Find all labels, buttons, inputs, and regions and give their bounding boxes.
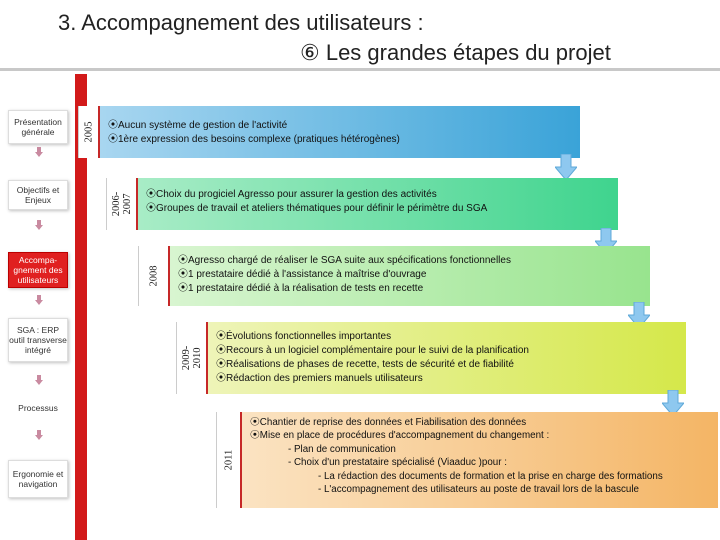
stage-line: ⦿Aucun système de gestion de l'activité [108,120,288,131]
year-label-2008: 2008 [138,246,170,306]
year-label-2005: 2005 [78,106,100,158]
arrow-down-icon [35,295,43,305]
slide-title [0,0,720,74]
sidebar-item-label: Ergonomie et navigation [12,469,64,489]
title-divider [0,68,720,71]
year-label-2009-2010: 2009- 2010 [176,322,208,394]
stage-line: ⦿Rédaction des premiers manuels utilisateurs [216,373,423,384]
stage-line: ⦿1 prestataire dédié à l'assistance à maîtrise d'ouvrage [178,269,427,280]
year-label-2006-2007: 2006- 2007 [106,178,138,230]
stage-line: ⦿1 prestataire dédié à la réalisation de tests en recette [178,283,424,294]
arrow-down-icon [35,375,43,385]
stage-line: - L'accompagnement des utilisateurs au poste de travail lors de la bascule [318,484,639,496]
stage-band-2005 [100,106,580,158]
stage-line: ⦿Choix du progiciel Agresso pour assurer la gestion des activités [146,189,437,200]
stage-line: ⦿Chantier de reprise des données et Fiabilisation des données [250,417,527,428]
sidebar-item-presentation[interactable] [8,110,68,144]
title-line-1: 3. Accompagnement des utilisateurs : [58,10,424,35]
arrow-down-icon [35,147,43,157]
sidebar-item-label: Objectifs et Enjeux [16,185,60,205]
stage-band-2011 [242,412,718,508]
arrow-down-icon [35,220,43,230]
arrow-down-icon [555,154,577,180]
stage-line: ⦿Mise en place de procédures d'accompagnement du changement : [250,430,550,442]
stage-line: ⦿Groupes de travail et ateliers thématiques pour définir le périmètre du SGA [146,203,488,214]
sidebar-item-objectifs[interactable] [8,180,68,210]
sidebar-item-label: SGA : ERP outil transverse intégré [9,325,67,355]
sidebar-item-label: Présentation générale [14,117,62,137]
year-label-2011: 2011 [216,412,242,508]
stage-line: ⦿Évolutions fonctionnelles importantes [216,331,392,342]
stage-line: - Plan de communication [288,443,396,455]
stage-line: ⦿Agresso chargé de réaliser le SGA suite aux spécifications fonctionnelles [178,255,511,266]
sidebar-item-accompagnement[interactable] [8,252,68,288]
sidebar-item-ergonomie[interactable] [8,460,68,498]
stage-line: ⦿Recours à un logiciel complémentaire pour le suivi de la planification [216,345,529,356]
stage-line: - Choix d'un prestataire spécialisé (Viaaduc )pour : [288,457,507,469]
stage-band-2008 [170,246,650,306]
stage-band-2009-2010 [208,322,686,394]
arrow-down-icon [35,430,43,440]
stage-band-2006-2007 [138,178,618,230]
sidebar-item-processus[interactable] [8,400,68,416]
stage-line: ⦿1ère expression des besoins complexe (pratiques hétérogènes) [108,134,400,145]
title-line-2: ⑥ Les grandes étapes du projet [300,40,611,65]
stage-line: ⦿Réalisations de phases de recette, tests de sécurité et de fiabilité [216,359,514,370]
sidebar-item-sga[interactable] [8,318,68,362]
sidebar-item-label: Processus [18,403,58,413]
stage-line: - La rédaction des documents de formation et la prise en charge des formations [318,470,663,482]
sidebar-item-label: Accompa-gnement des utilisateurs [13,255,63,285]
